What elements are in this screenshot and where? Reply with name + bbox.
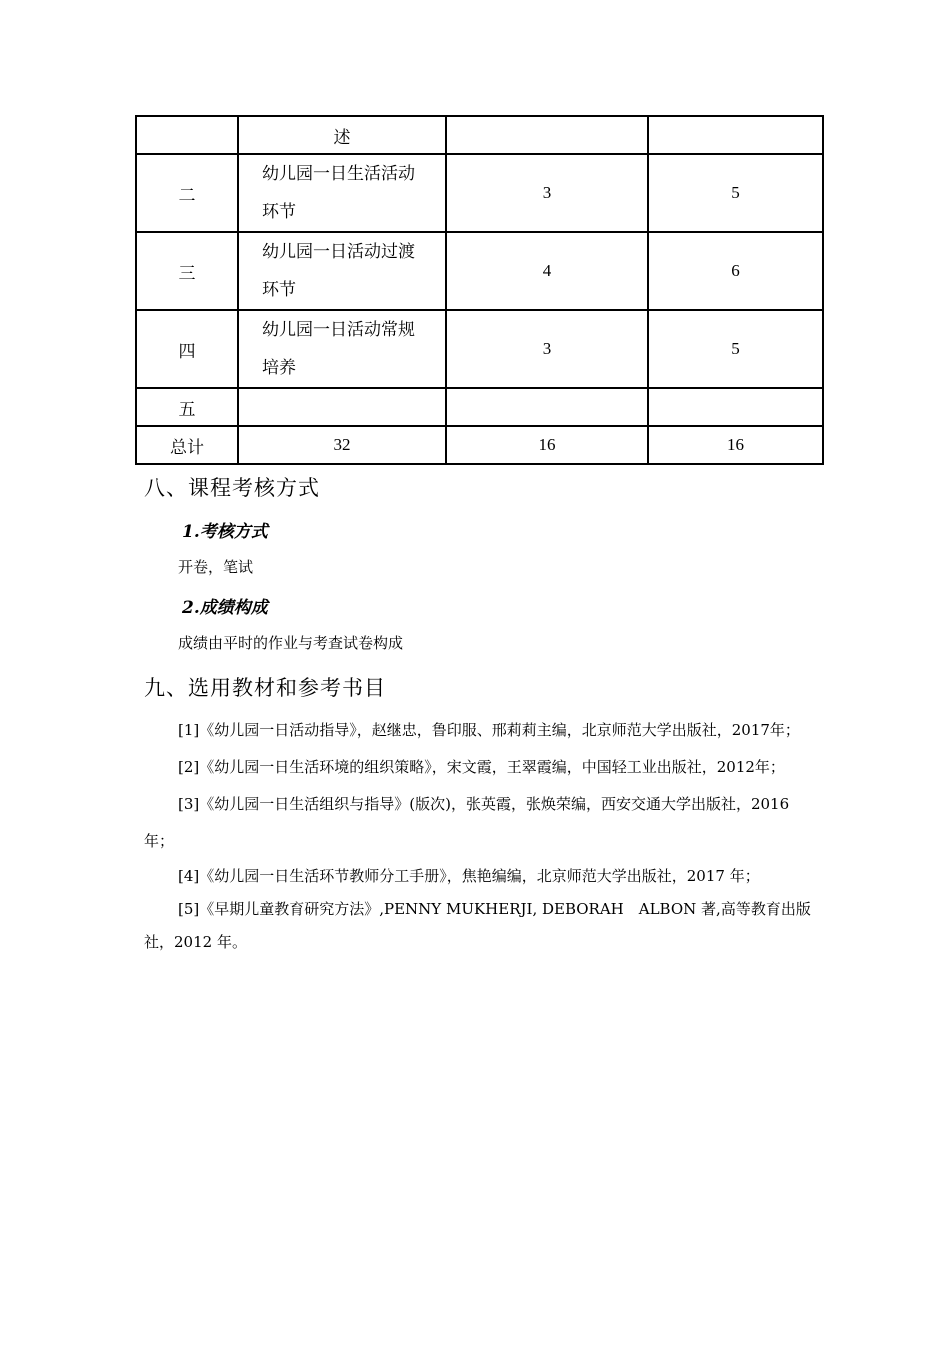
total-label-cell: 总计 [136,426,238,464]
chapter-topic-cell: 述 [238,116,446,154]
reference-item: [5]《早期儿童教育研究方法》,PENNY MUKHERJI, DEBORAH ALBON 著,高等教育出版社，2012 年。 [144,900,811,951]
section-8-heading: 八、课程考核方式 [144,476,320,500]
chapter-topic-text: 幼儿园一日活动过渡环节 [262,242,415,300]
table-row [136,116,823,154]
reference-item: [4]《幼儿园一日生活环节教师分工手册》，焦艳编编，北京师范大学出版社，2017 年； [178,867,760,885]
chapter-topic-text: 幼儿园一日活动常规培养 [262,320,415,378]
chapter-topic-cell [238,232,446,310]
hours-cell: 4 [446,232,648,310]
chapter-number-cell [136,116,238,154]
hours-cell [446,116,648,154]
table-row [136,310,823,388]
reference-item: [1]《幼儿园一日活动指导》，赵继忠，鲁印服、邢莉莉主编，北京师范大学出版社，2017年； [178,721,800,739]
total-hours-cell: 16 [648,426,823,464]
hours-cell: 3 [446,310,648,388]
reference-item: [2]《幼儿园一日生活环境的组织策略》，宋文霞，王翠霞编，中国轻工业出版社，2012年； [178,758,785,776]
grade-composition-heading: 2.成绩构成 [182,598,268,618]
chapter-topic-cell [238,154,446,232]
reference-item: [3]《幼儿园一日生活组织与指导》(版次)，张英霞，张焕荣编，西安交通大学出版社，2016 年； [144,795,790,850]
chapter-topic-text: 幼儿园一日生活活动环节 [262,164,415,222]
table-row [136,232,823,310]
hours-cell: 3 [446,154,648,232]
chapter-number-cell: 三 [136,232,238,310]
table-total-row [136,426,823,464]
hours-cell: 5 [648,310,823,388]
reference-list [144,712,814,959]
assessment-method-text: 开卷，笔试 [178,558,254,576]
assessment-method-heading: 1.考核方式 [182,522,268,542]
hours-cell [446,388,648,426]
section-9-heading: 九、选用教材和参考书目 [144,676,386,700]
chapter-number-cell: 四 [136,310,238,388]
hours-cell: 5 [648,154,823,232]
grade-composition-text: 成绩由平时的作业与考查试卷构成 [178,634,404,652]
table-row [136,388,823,426]
hours-cell: 6 [648,232,823,310]
course-hours-table [135,115,824,465]
total-hours-cell: 16 [446,426,648,464]
hours-cell [648,388,823,426]
chapter-topic-cell [238,310,446,388]
total-hours-cell: 32 [238,426,446,464]
hours-cell [648,116,823,154]
chapter-number-cell: 五 [136,388,238,426]
chapter-number-cell: 二 [136,154,238,232]
table-row [136,154,823,232]
chapter-topic-cell [238,388,446,426]
